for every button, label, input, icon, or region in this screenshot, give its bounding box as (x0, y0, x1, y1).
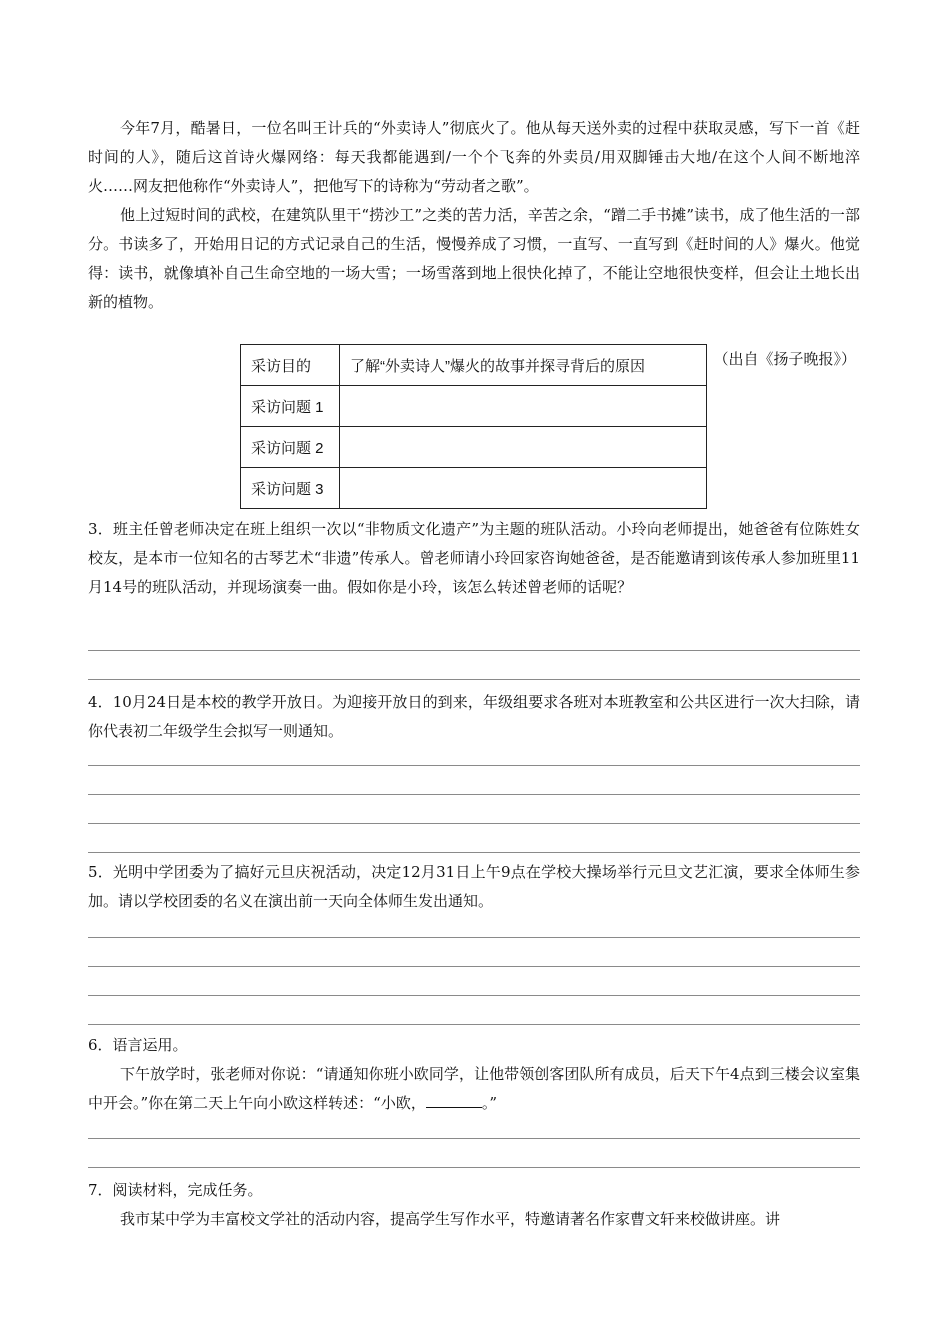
answer-line[interactable] (88, 823, 860, 824)
question-4: 4．10月24日是本校的教学开放日。为迎接开放日的到来，年级组要求各班对本班教室和公共区进行一次大扫除，请你代表初二年级学生会拟写一则通知。 (88, 693, 860, 740)
table-row (241, 427, 707, 468)
fill-in-blank[interactable] (426, 1093, 482, 1108)
answer-cell[interactable] (340, 468, 707, 509)
question-7-body: 我市某中学为丰富校文学社的活动内容，提高学生写作水平，特邀请著名作家曹文轩来校做讲座。讲 (120, 1210, 781, 1228)
answer-line[interactable] (88, 966, 860, 967)
answer-line[interactable] (88, 1138, 860, 1139)
answer-cell[interactable] (340, 386, 707, 427)
passage-paragraph-1: 今年7月，酷暑日，一位名叫王计兵的“外卖诗人”彻底火了。他从每天送外卖的过程中获取灵感，写下一首《赶时间的人》，随后这首诗火爆网络：每天我都能遇到/一个个飞奔的外卖员/用双脚锤击大地/在这个人间不断地淬火……网友把他称作“外卖诗人”，把他写下的诗称为“劳动者之歌”。 (88, 119, 860, 195)
question-3: 3．班主任曾老师决定在班上组织一次以“非物质文化遗产”为主题的班队活动。小玲向老师提出，她爸爸有位陈姓女校友，是本市一位知名的古琴艺术“非遗”传承人。曾老师请小玲回家咨询她爸爸，是否能邀请到该传承人参加班里11月14号的班队活动，并现场演奏一曲。假如你是小玲，该怎么转述曾老师的话呢？ (88, 520, 860, 596)
table-cell-label: 采访问题 3 (241, 468, 340, 509)
table-cell-label: 采访问题 1 (241, 386, 340, 427)
table-row (241, 386, 707, 427)
answer-line[interactable] (88, 765, 860, 766)
answer-line[interactable] (88, 995, 860, 996)
table-row (241, 468, 707, 509)
answer-cell[interactable] (340, 427, 707, 468)
answer-line[interactable] (88, 794, 860, 795)
answer-line[interactable] (88, 852, 860, 853)
answer-line[interactable] (88, 679, 860, 680)
answer-line[interactable] (88, 650, 860, 651)
question-6-text: 下午放学时，张老师对你说：“请通知你班小欧同学，让他带领创客团队所有成员，后天下午4点到三楼会议室集中开会。”你在第二天上午向小欧这样转述：“小欧， (88, 1065, 860, 1112)
answer-line[interactable] (88, 937, 860, 938)
table-cell-value: 了解“外卖诗人”爆火的故事并探寻背后的原因 (340, 345, 707, 386)
answer-line[interactable] (88, 1167, 860, 1168)
passage-paragraph-2: 他上过短时间的武校，在建筑队里干“捞沙工”之类的苦力活，辛苦之余，“蹭二手书摊”读书，成了他生活的一部分。书读多了，开始用日记的方式记录自己的生活，慢慢养成了习惯，一直写、一直写到《赶时间的人》爆火。他觉得：读书，就像填补自己生命空地的一场大雪；一场雪落到地上很快化掉了，不能让空地很快变样，但会让土地长出新的植物。 (88, 206, 860, 311)
question-6-body (88, 1060, 860, 1118)
question-7-title: 7．阅读材料，完成任务。 (88, 1181, 263, 1199)
question-6-title: 6．语言运用。 (88, 1036, 188, 1054)
question-5: 5．光明中学团委为了搞好元旦庆祝活动，决定12月31日上午9点在学校大操场举行元旦文艺汇演，要求全体师生参加。请以学校团委的名义在演出前一天向全体师生发出通知。 (88, 863, 860, 910)
table-cell-label: 采访目的 (241, 345, 340, 386)
source-citation: （出自《扬子晚报》） (713, 350, 856, 368)
table-cell-label: 采访问题 2 (241, 427, 340, 468)
question-6-text-end: 。” (481, 1094, 498, 1112)
answer-line[interactable] (88, 1024, 860, 1025)
table-row (241, 345, 707, 386)
interview-table (240, 344, 707, 509)
